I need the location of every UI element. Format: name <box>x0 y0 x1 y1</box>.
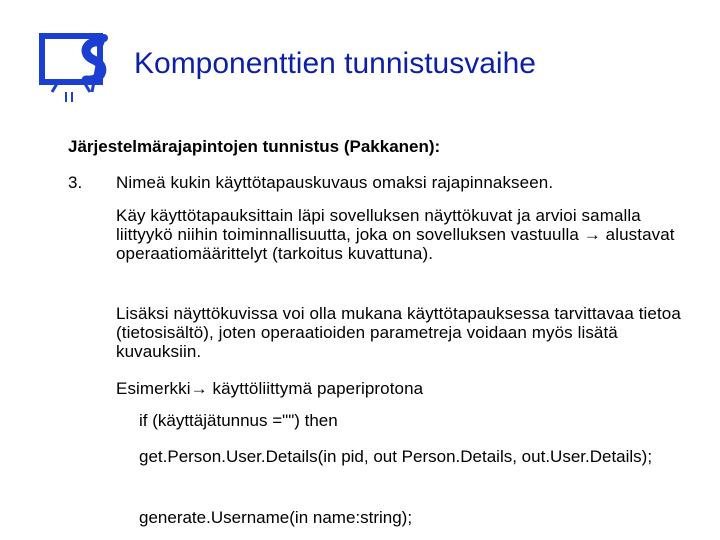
arrow-right-icon: → <box>583 225 601 244</box>
paragraph-operations <box>116 206 696 263</box>
paragraph-parameters: Lisäksi näyttökuvissa voi olla mukana käyttötapauksessa tarvittavaa tietoa (tietosisältö), joten operaatioiden parametreja voidaan myös lisätä kuvauksiin. <box>116 304 681 361</box>
logo-icon <box>38 30 138 108</box>
code-line-get-details: get.Person.User.Details(in pid, out Person.Details, out.User.Details); <box>139 447 653 466</box>
item-text: Nimeä kukin käyttötapauskuvaus omaksi rajapinnakseen. <box>116 173 554 192</box>
page-title: Komponenttien tunnistusvaihe <box>134 47 536 80</box>
example-label: Esimerkki <box>116 379 191 398</box>
code-line-if: if (käyttäjätunnus ="") then <box>139 411 338 430</box>
paragraph-text-start: Käy käyttötapauksittain läpi sovelluksen näyttökuvat ja arvioi samalla liittyykö niihin toiminnallisuutta, joka on sovelluksen vastuulla <box>116 206 641 244</box>
example-text: käyttöliittymä paperiprotona <box>207 379 424 398</box>
arrow-right-icon: → <box>190 379 208 398</box>
example-line <box>116 378 696 400</box>
section-heading: Järjestelmärajapintojen tunnistus (Pakkanen): <box>68 137 441 156</box>
paragraph-text-end: alustavat operaatiomäärittelyt (tarkoitus kuvattuna). <box>116 225 675 263</box>
code-line-generate-username: generate.Username(in name:string); <box>139 508 413 527</box>
item-number: 3. <box>68 173 83 192</box>
